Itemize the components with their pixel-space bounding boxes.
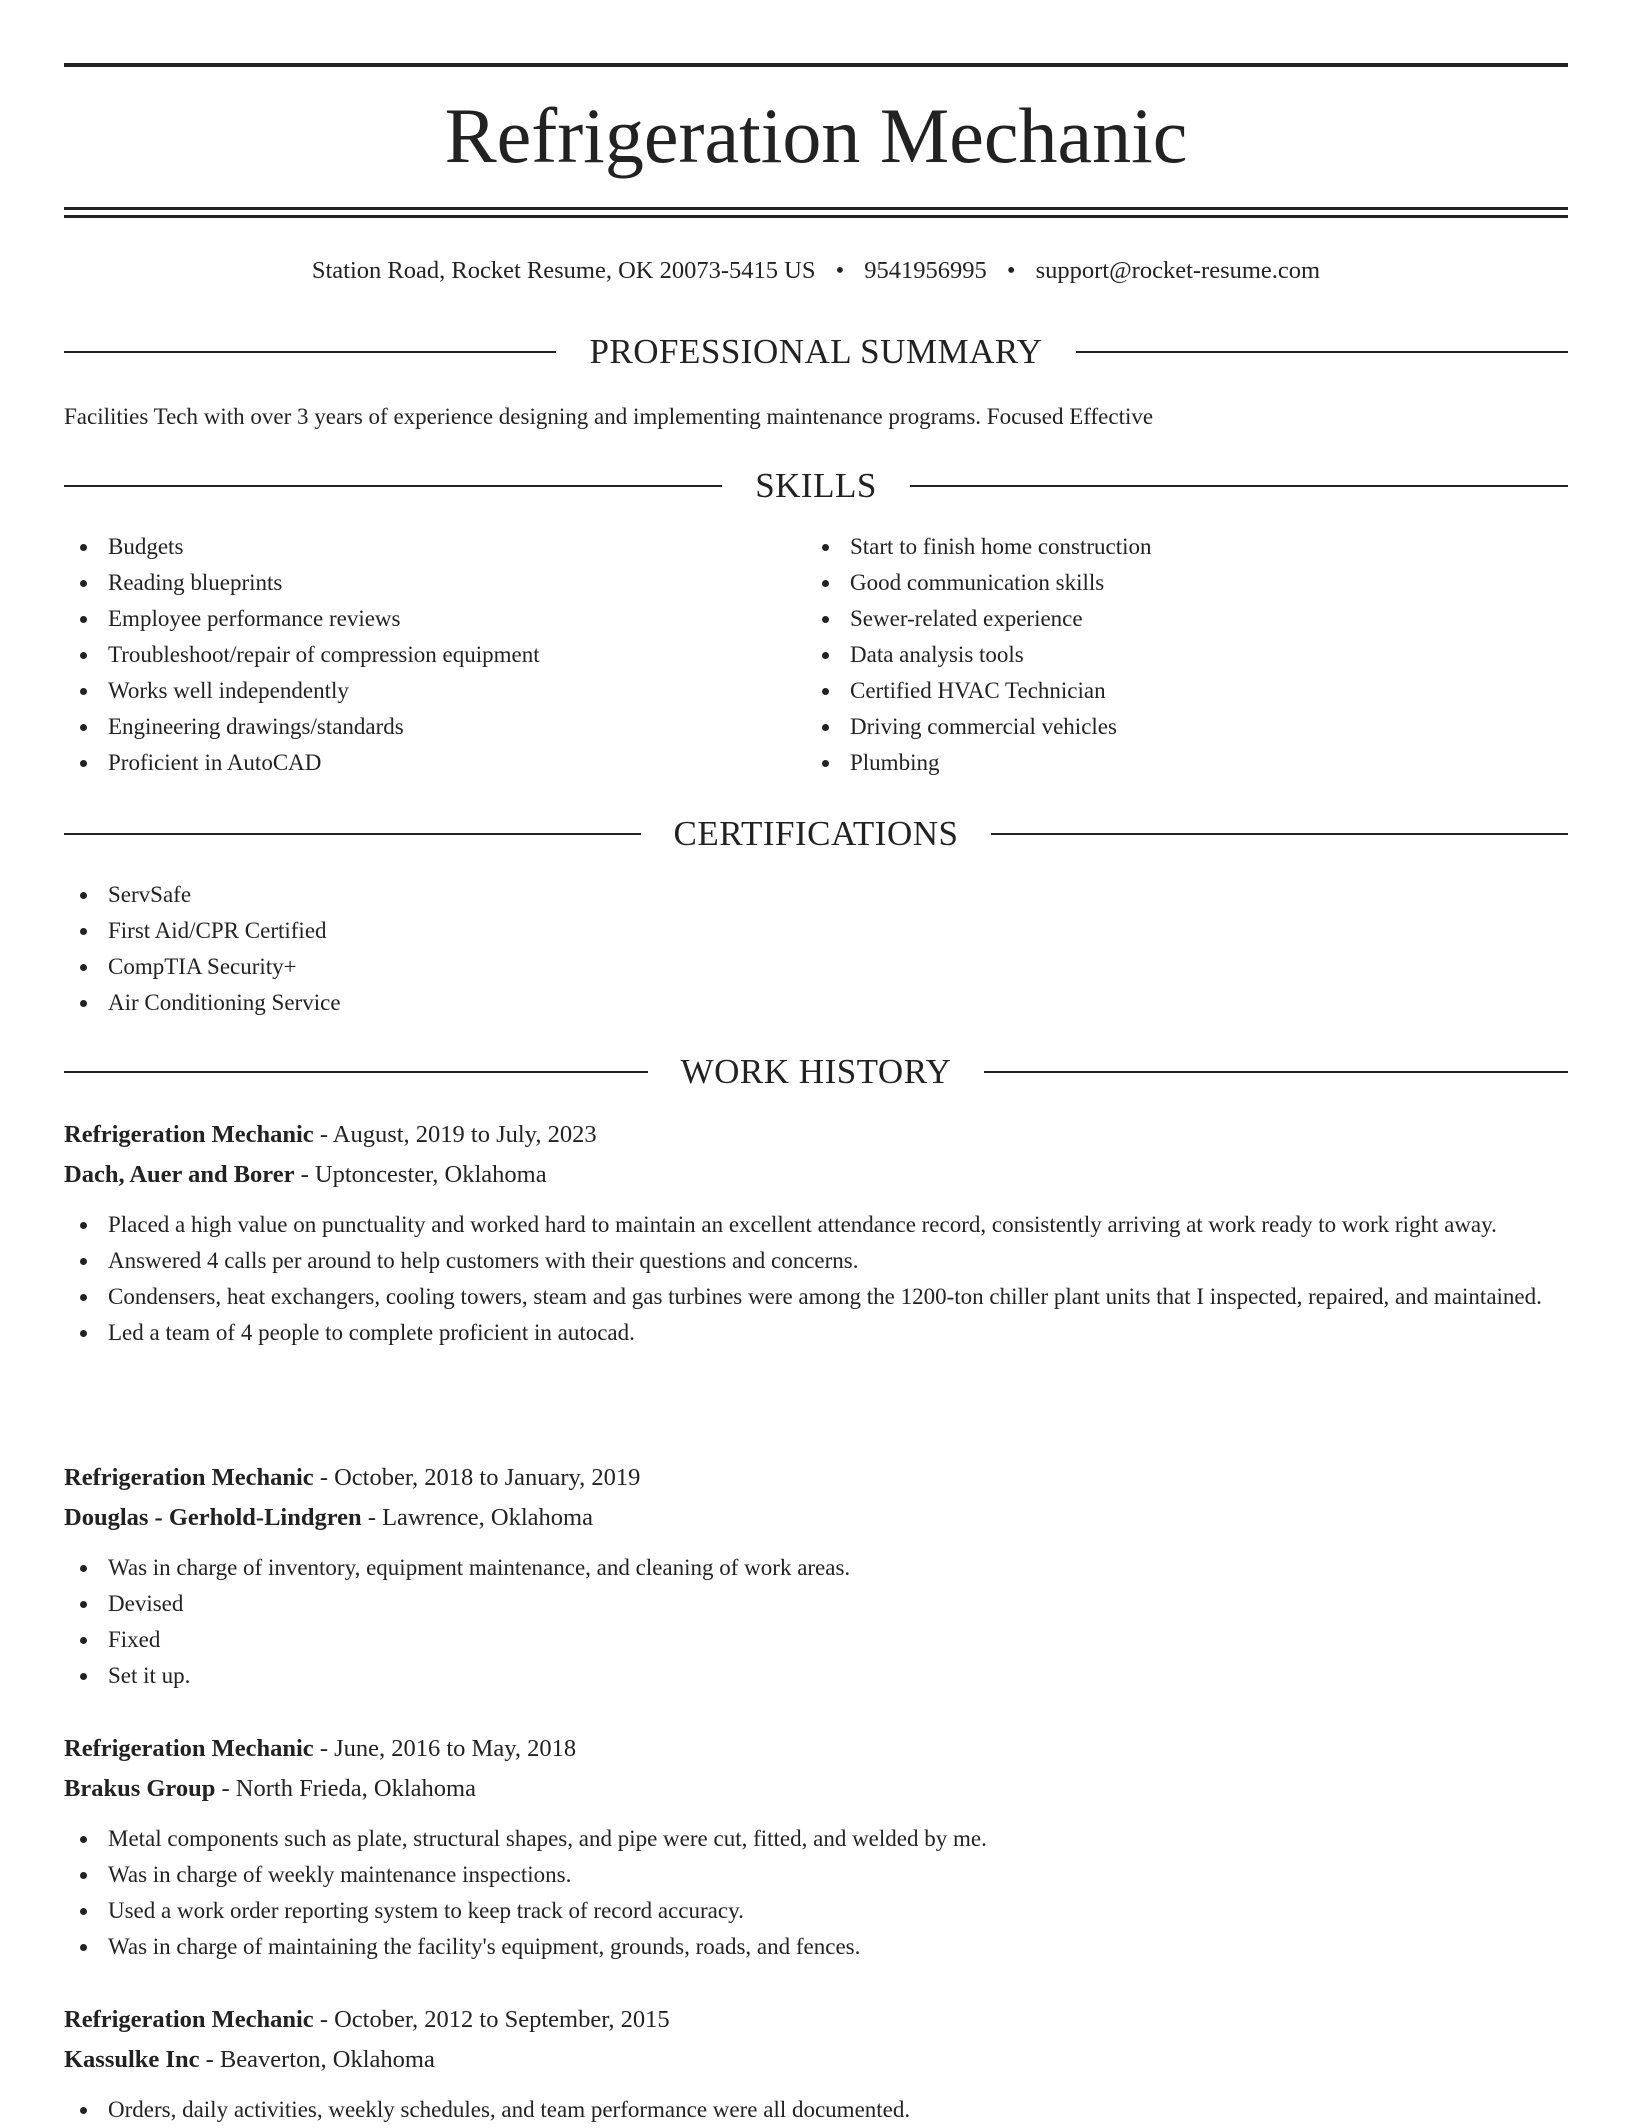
job-dates: - October, 2018 to January, 2019 [313,1464,641,1491]
job-company-line [64,2040,1568,2080]
skill-item: Good communication skills [806,565,1152,601]
certification-item: CompTIA Security+ [64,949,341,985]
job-duties [64,1550,1568,1694]
job-location: - Lawrence, Oklahoma [361,1504,593,1531]
duty-item: Answered 4 calls per around to help customers with their questions and concerns. [64,1243,1568,1279]
job-title: Refrigeration Mechanic [64,1464,314,1491]
job-location: - Beaverton, Oklahoma [199,2046,435,2073]
top-divider [64,63,1568,67]
section-header-skills [64,464,1568,508]
job-duties [64,2092,1568,2128]
duty-item: Placed a high value on punctuality and worked hard to maintain an excellent attendance record, consistently arriving at work ready to work right away. [64,1207,1568,1243]
resume-title: Refrigeration Mechanic [444,92,1188,179]
duty-item: Fixed [64,1622,1568,1658]
skill-item: Sewer-related experience [806,601,1152,637]
certification-item: First Aid/CPR Certified [64,913,341,949]
skills-list-right [806,529,1152,781]
skill-item: Employee performance reviews [64,601,540,637]
duty-item: Led a team of 4 people to complete proficient in autocad. [64,1315,1568,1351]
skill-item: Troubleshoot/repair of compression equipment [64,637,540,673]
job-company-line [64,1498,1568,1538]
skill-item: Engineering drawings/standards [64,709,540,745]
skill-item: Proficient in AutoCAD [64,745,540,781]
section-title: PROFESSIONAL SUMMARY [589,332,1043,371]
duty-item: Used a work order reporting system to keep track of record accuracy. [64,1893,1568,1929]
job-dates: - August, 2019 to July, 2023 [313,1121,597,1148]
skills-list-left [64,529,540,781]
contact-separator: • [1006,257,1016,284]
certification-item: Air Conditioning Service [64,985,341,1021]
contact-line [64,253,1568,289]
summary-text: Facilities Tech with over 3 years of experience designing and implementing maintenance programs. Focused Effective [64,404,1154,429]
skill-item: Certified HVAC Technician [806,673,1152,709]
job-title-line [64,1458,1568,1498]
job-entry [64,1115,1568,1351]
section-header-work-history [64,1050,1568,1094]
job-company: Kassulke Inc [64,2046,200,2073]
contact-address: Station Road, Rocket Resume, OK 20073-5415 US [311,257,816,284]
certification-item: ServSafe [64,877,341,913]
job-title-line [64,1115,1568,1155]
contact-separator: • [835,257,845,284]
duty-item: Metal components such as plate, structural shapes, and pipe were cut, fitted, and welded by me. [64,1821,1568,1857]
job-title: Refrigeration Mechanic [64,1735,314,1762]
job-company: Douglas - Gerhold-Lindgren [64,1504,362,1531]
job-dates: - October, 2012 to September, 2015 [313,2006,670,2033]
duty-item: Was in charge of inventory, equipment maintenance, and cleaning of work areas. [64,1550,1568,1586]
duty-item: Set it up. [64,1658,1568,1694]
job-entry [64,1729,1568,1965]
section-header-summary [64,330,1568,374]
duty-item: Devised [64,1586,1568,1622]
skill-item: Driving commercial vehicles [806,709,1152,745]
job-entry [64,1458,1568,1694]
job-duties [64,1207,1568,1351]
job-title-line [64,2000,1568,2040]
skill-item: Budgets [64,529,540,565]
job-title: Refrigeration Mechanic [64,1121,314,1148]
skill-item: Start to finish home construction [806,529,1152,565]
section-title: WORK HISTORY [680,1052,952,1091]
duty-item: Was in charge of weekly maintenance inspections. [64,1857,1568,1893]
section-title: SKILLS [755,466,877,505]
title-double-divider [64,207,1568,218]
job-location: - Uptoncester, Oklahoma [294,1161,547,1188]
section-header-certifications [64,812,1568,856]
section-title: CERTIFICATIONS [673,814,959,853]
contact-email: support@rocket-resume.com [1035,257,1321,284]
skill-item: Reading blueprints [64,565,540,601]
job-location: - North Frieda, Oklahoma [215,1775,476,1802]
skill-item: Data analysis tools [806,637,1152,673]
duty-item: Was in charge of maintaining the facility's equipment, grounds, roads, and fences. [64,1929,1568,1965]
job-company-line [64,1769,1568,1809]
job-dates: - June, 2016 to May, 2018 [313,1735,577,1762]
job-title: Refrigeration Mechanic [64,2006,314,2033]
skill-item: Plumbing [806,745,1152,781]
job-title-line [64,1729,1568,1769]
job-company-line [64,1155,1568,1195]
job-company: Brakus Group [64,1775,216,1802]
job-company: Dach, Auer and Borer [64,1161,295,1188]
contact-phone: 9541956995 [864,257,987,284]
job-duties [64,1821,1568,1965]
duty-item: Condensers, heat exchangers, cooling towers, steam and gas turbines were among the 1200-ton chiller plant units that I inspected, repaired, and maintained. [64,1279,1568,1315]
job-entry [64,2000,1568,2128]
skill-item: Works well independently [64,673,540,709]
duty-item: Orders, daily activities, weekly schedules, and team performance were all documented. [64,2092,1568,2128]
certifications-list [64,877,341,1021]
